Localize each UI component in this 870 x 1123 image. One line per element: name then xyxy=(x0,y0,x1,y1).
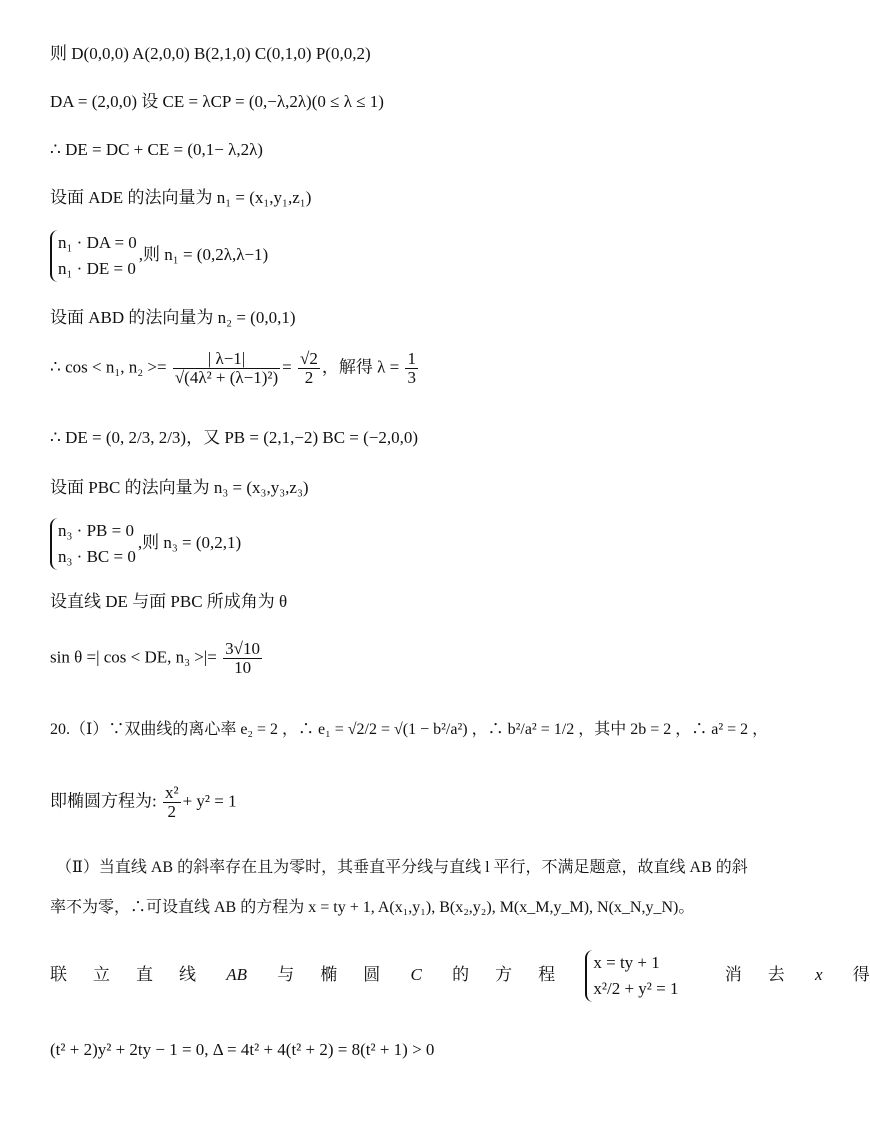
line-sin-theta xyxy=(50,640,264,677)
lambda-fraction xyxy=(405,350,418,387)
line-vector-da-ce: DA = (2,0,0) 设 CE = λCP = (0,−λ,2λ)(0 ≤ λ ≤ 1) xyxy=(50,92,384,111)
fraction-denominator: 2 xyxy=(304,368,314,387)
equals-sign: = xyxy=(282,357,292,377)
combine-c: C xyxy=(410,964,422,984)
equation-system-brace xyxy=(50,518,136,570)
fraction-denominator: 3 xyxy=(407,368,416,387)
fraction-denominator: √(4λ² + (λ−1)²) xyxy=(174,368,279,387)
line-system-pbc xyxy=(50,518,241,570)
line-coordinates: 则 D(0,0,0) A(2,0,0) B(2,1,0) C(0,1,0) P(0,0,2) xyxy=(50,44,371,63)
combine-equation-word: 的方程 xyxy=(452,964,582,984)
fraction-numerator: | λ−1| xyxy=(173,350,280,369)
line-system-ade xyxy=(50,230,268,282)
line-de-pb-bc: ∴ DE = (0, 2/3, 2/3)，又 PB = (2,1,−2) BC = (−2,0,0) xyxy=(50,428,419,447)
equation-row: n₁ · DA = 0 xyxy=(58,233,137,252)
system-result: ,则 n₃ = (0,2,1) xyxy=(137,532,242,552)
line-problem20-part1: 20.（Ⅰ）∵双曲线的离心率 e₂ = 2 ，∴ e₁ = √2/2 = √(1 − b²/a²) ，∴ b²/a² = 1/2 ，其中 2b = 2 ，∴ a² = 2 ， xyxy=(50,721,769,738)
equation-row: n₃ · BC = 0 xyxy=(58,547,136,566)
line-quadratic-discriminant: (t² + 2)y² + 2ty − 1 = 0, Δ = 4t² + 4(t² + 2) = 8(t² + 1) > 0 xyxy=(50,1040,435,1059)
eliminate-get: 得 xyxy=(852,964,870,984)
cos-lhs: ∴ cos < n₁, n₂ >= xyxy=(50,357,167,377)
system-result: ,则 n₁ = (0,2λ,λ−1) xyxy=(138,244,269,264)
fraction-denominator: 10 xyxy=(234,658,252,677)
sin-lhs: sin θ =| cos < DE, n₃ >|= xyxy=(50,647,217,667)
equation-system-brace xyxy=(50,230,137,282)
line-problem20-part2: （Ⅱ）当直线 AB 的斜率存在且为零时，其垂直平分线与直线 l 平行，不满足题意，故直线 AB 的斜 xyxy=(56,859,748,876)
combine-ab: AB xyxy=(226,964,248,984)
eliminate-x: x xyxy=(814,964,823,984)
fraction-numerator: 1 xyxy=(407,349,416,368)
equation-row: x = ty + 1 xyxy=(593,953,660,972)
fraction-numerator: 3√10 xyxy=(225,639,260,658)
ellipse-label: 即椭圆方程为: xyxy=(50,791,157,811)
line-normal-pbc: 设面 PBC 的法向量为 n₃ = (x₃,y₃,z₃) xyxy=(50,478,309,497)
line-combine-equations xyxy=(50,950,870,1002)
line-normal-abd: 设面 ABD 的法向量为 n₂ = (0,0,1) xyxy=(50,308,296,327)
combine-text: 联立直线 xyxy=(50,964,222,984)
equation-row: n₁ · DE = 0 xyxy=(58,259,136,278)
line-ellipse-equation xyxy=(50,784,237,821)
ellipse-fraction xyxy=(163,784,181,821)
cos-fraction xyxy=(173,350,280,387)
ellipse-rest: + y² = 1 xyxy=(182,791,237,811)
sin-fraction xyxy=(223,640,262,677)
line-normal-ade: 设面 ADE 的法向量为 n₁ = (x₁,y₁,z₁) xyxy=(50,188,312,207)
sqrt2-fraction xyxy=(298,350,320,387)
line-angle-theta: 设直线 DE 与面 PBC 所成角为 θ xyxy=(50,592,288,611)
equation-row: x²/2 + y² = 1 xyxy=(593,979,679,998)
line-line-ab-equation: 率不为零，∴可设直线 AB 的方程为 x = ty + 1, A(x₁,y₁), B(x₂,y₂), M(x_M,y_M), N(x_N,y_N)。 xyxy=(50,899,695,916)
combine-ellipse: 与椭圆 xyxy=(277,964,407,984)
eliminate-text: 消去 xyxy=(724,964,811,984)
line-vector-de: ∴ DE = DC + CE = (0,1− λ,2λ) xyxy=(50,140,263,159)
fraction-numerator: x² xyxy=(164,783,179,802)
solve-text: ，解得 λ = xyxy=(321,357,400,377)
equation-system-brace xyxy=(585,950,678,1002)
fraction-denominator: 2 xyxy=(167,802,177,821)
equation-row: n₃ · PB = 0 xyxy=(58,521,134,540)
line-cos-equation xyxy=(50,350,420,387)
fraction-numerator: √2 xyxy=(300,349,318,368)
